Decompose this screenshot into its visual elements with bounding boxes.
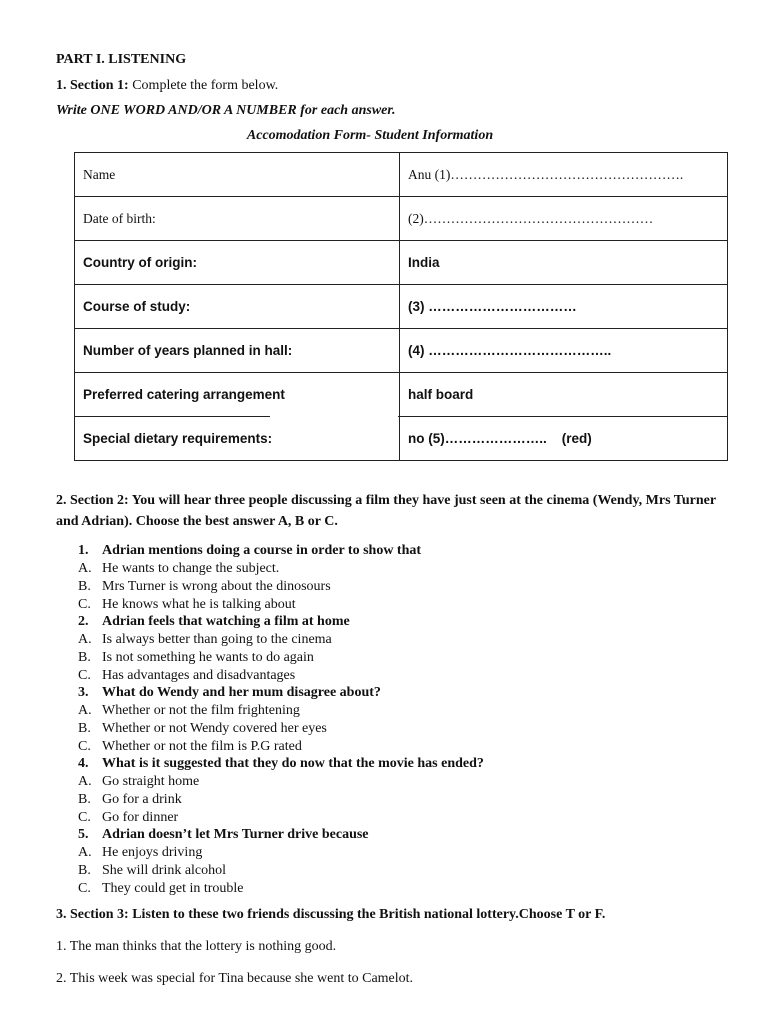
question-2: 2. Adrian feels that watching a film at home xyxy=(78,614,350,629)
form-row-catering xyxy=(75,373,728,417)
option-5a: A. He enjoys driving xyxy=(78,845,203,860)
option-2a: A. Is always better than going to the cinema xyxy=(78,632,332,647)
accommodation-form-table xyxy=(74,152,728,461)
form-value: (4) ………………………………….. xyxy=(400,329,728,373)
section2-intro: 2. Section 2: You will hear three people discussing a film they have just seen at the cinema (Wendy, Mrs Turner and Adrian). Choose the best answer A, B or C. xyxy=(56,493,716,529)
option-4b: B. Go for a drink xyxy=(78,792,182,807)
section3-intro: 3. Section 3: Listen to these two friends discussing the British national lottery.Choose T or F. xyxy=(56,907,606,922)
form-value: (2)…………………………………………… xyxy=(400,197,728,241)
form-row-course xyxy=(75,285,728,329)
option-5c: C. They could get in trouble xyxy=(78,881,244,896)
option-4a: A. Go straight home xyxy=(78,774,200,789)
form-value: half board xyxy=(400,373,728,417)
form-label: Country of origin: xyxy=(75,241,400,285)
statement-1: 1. The man thinks that the lottery is nothing good. xyxy=(56,939,337,954)
option-5b: B. She will drink alcohol xyxy=(78,863,227,878)
form-value: India xyxy=(400,241,728,285)
form-label: Course of study: xyxy=(75,285,400,329)
section1-word-limit: Write ONE WORD AND/OR A NUMBER for each answer. xyxy=(56,103,396,118)
option-3c: C. Whether or not the film is P.G rated xyxy=(78,739,302,754)
form-value: no (5)………………….. (red) xyxy=(400,417,728,461)
option-2c: C. Has advantages and disadvantages xyxy=(78,668,296,683)
option-1b: B. Mrs Turner is wrong about the dinosours xyxy=(78,579,331,594)
question-4: 4. What is it suggested that they do now that the movie has ended? xyxy=(78,756,484,771)
question-3: 3. What do Wendy and her mum disagree about? xyxy=(78,685,381,700)
form-row-country xyxy=(75,241,728,285)
form-row-dob xyxy=(75,197,728,241)
form-label: Number of years planned in hall: xyxy=(75,329,400,373)
form-row-diet xyxy=(75,417,728,461)
option-1c: C. He knows what he is talking about xyxy=(78,597,296,612)
form-label: Date of birth: xyxy=(75,197,400,241)
form-row-years xyxy=(75,329,728,373)
option-1a: A. He wants to change the subject. xyxy=(78,561,280,576)
form-value: Anu (1)……………………………………………. xyxy=(400,153,728,197)
statement-2: 2. This week was special for Tina because she went to Camelot. xyxy=(56,971,414,986)
part-title: PART I. LISTENING xyxy=(56,52,187,67)
section1-number: 1. Section 1: xyxy=(56,78,129,93)
form-row-name xyxy=(75,153,728,197)
question-1: 1. Adrian mentions doing a course in order to show that xyxy=(78,543,422,558)
form-label: Special dietary requirements: xyxy=(75,417,400,461)
form-title: Accomodation Form- Student Information xyxy=(246,128,494,143)
option-4c: C. Go for dinner xyxy=(78,810,179,825)
section1-instruction: Complete the form below. xyxy=(128,78,279,93)
option-3b: B. Whether or not Wendy covered her eyes xyxy=(78,721,327,736)
form-label: Preferred catering arrangement xyxy=(75,373,400,417)
form-value: (3) …………………………… xyxy=(400,285,728,329)
question-5: 5. Adrian doesn’t let Mrs Turner drive because xyxy=(78,827,369,842)
option-2b: B. Is not something he wants to do again xyxy=(78,650,314,665)
border-gap xyxy=(270,413,398,417)
option-3a: A. Whether or not the film frightening xyxy=(78,703,300,718)
form-label: Name xyxy=(75,153,400,197)
section1-heading xyxy=(56,78,278,94)
